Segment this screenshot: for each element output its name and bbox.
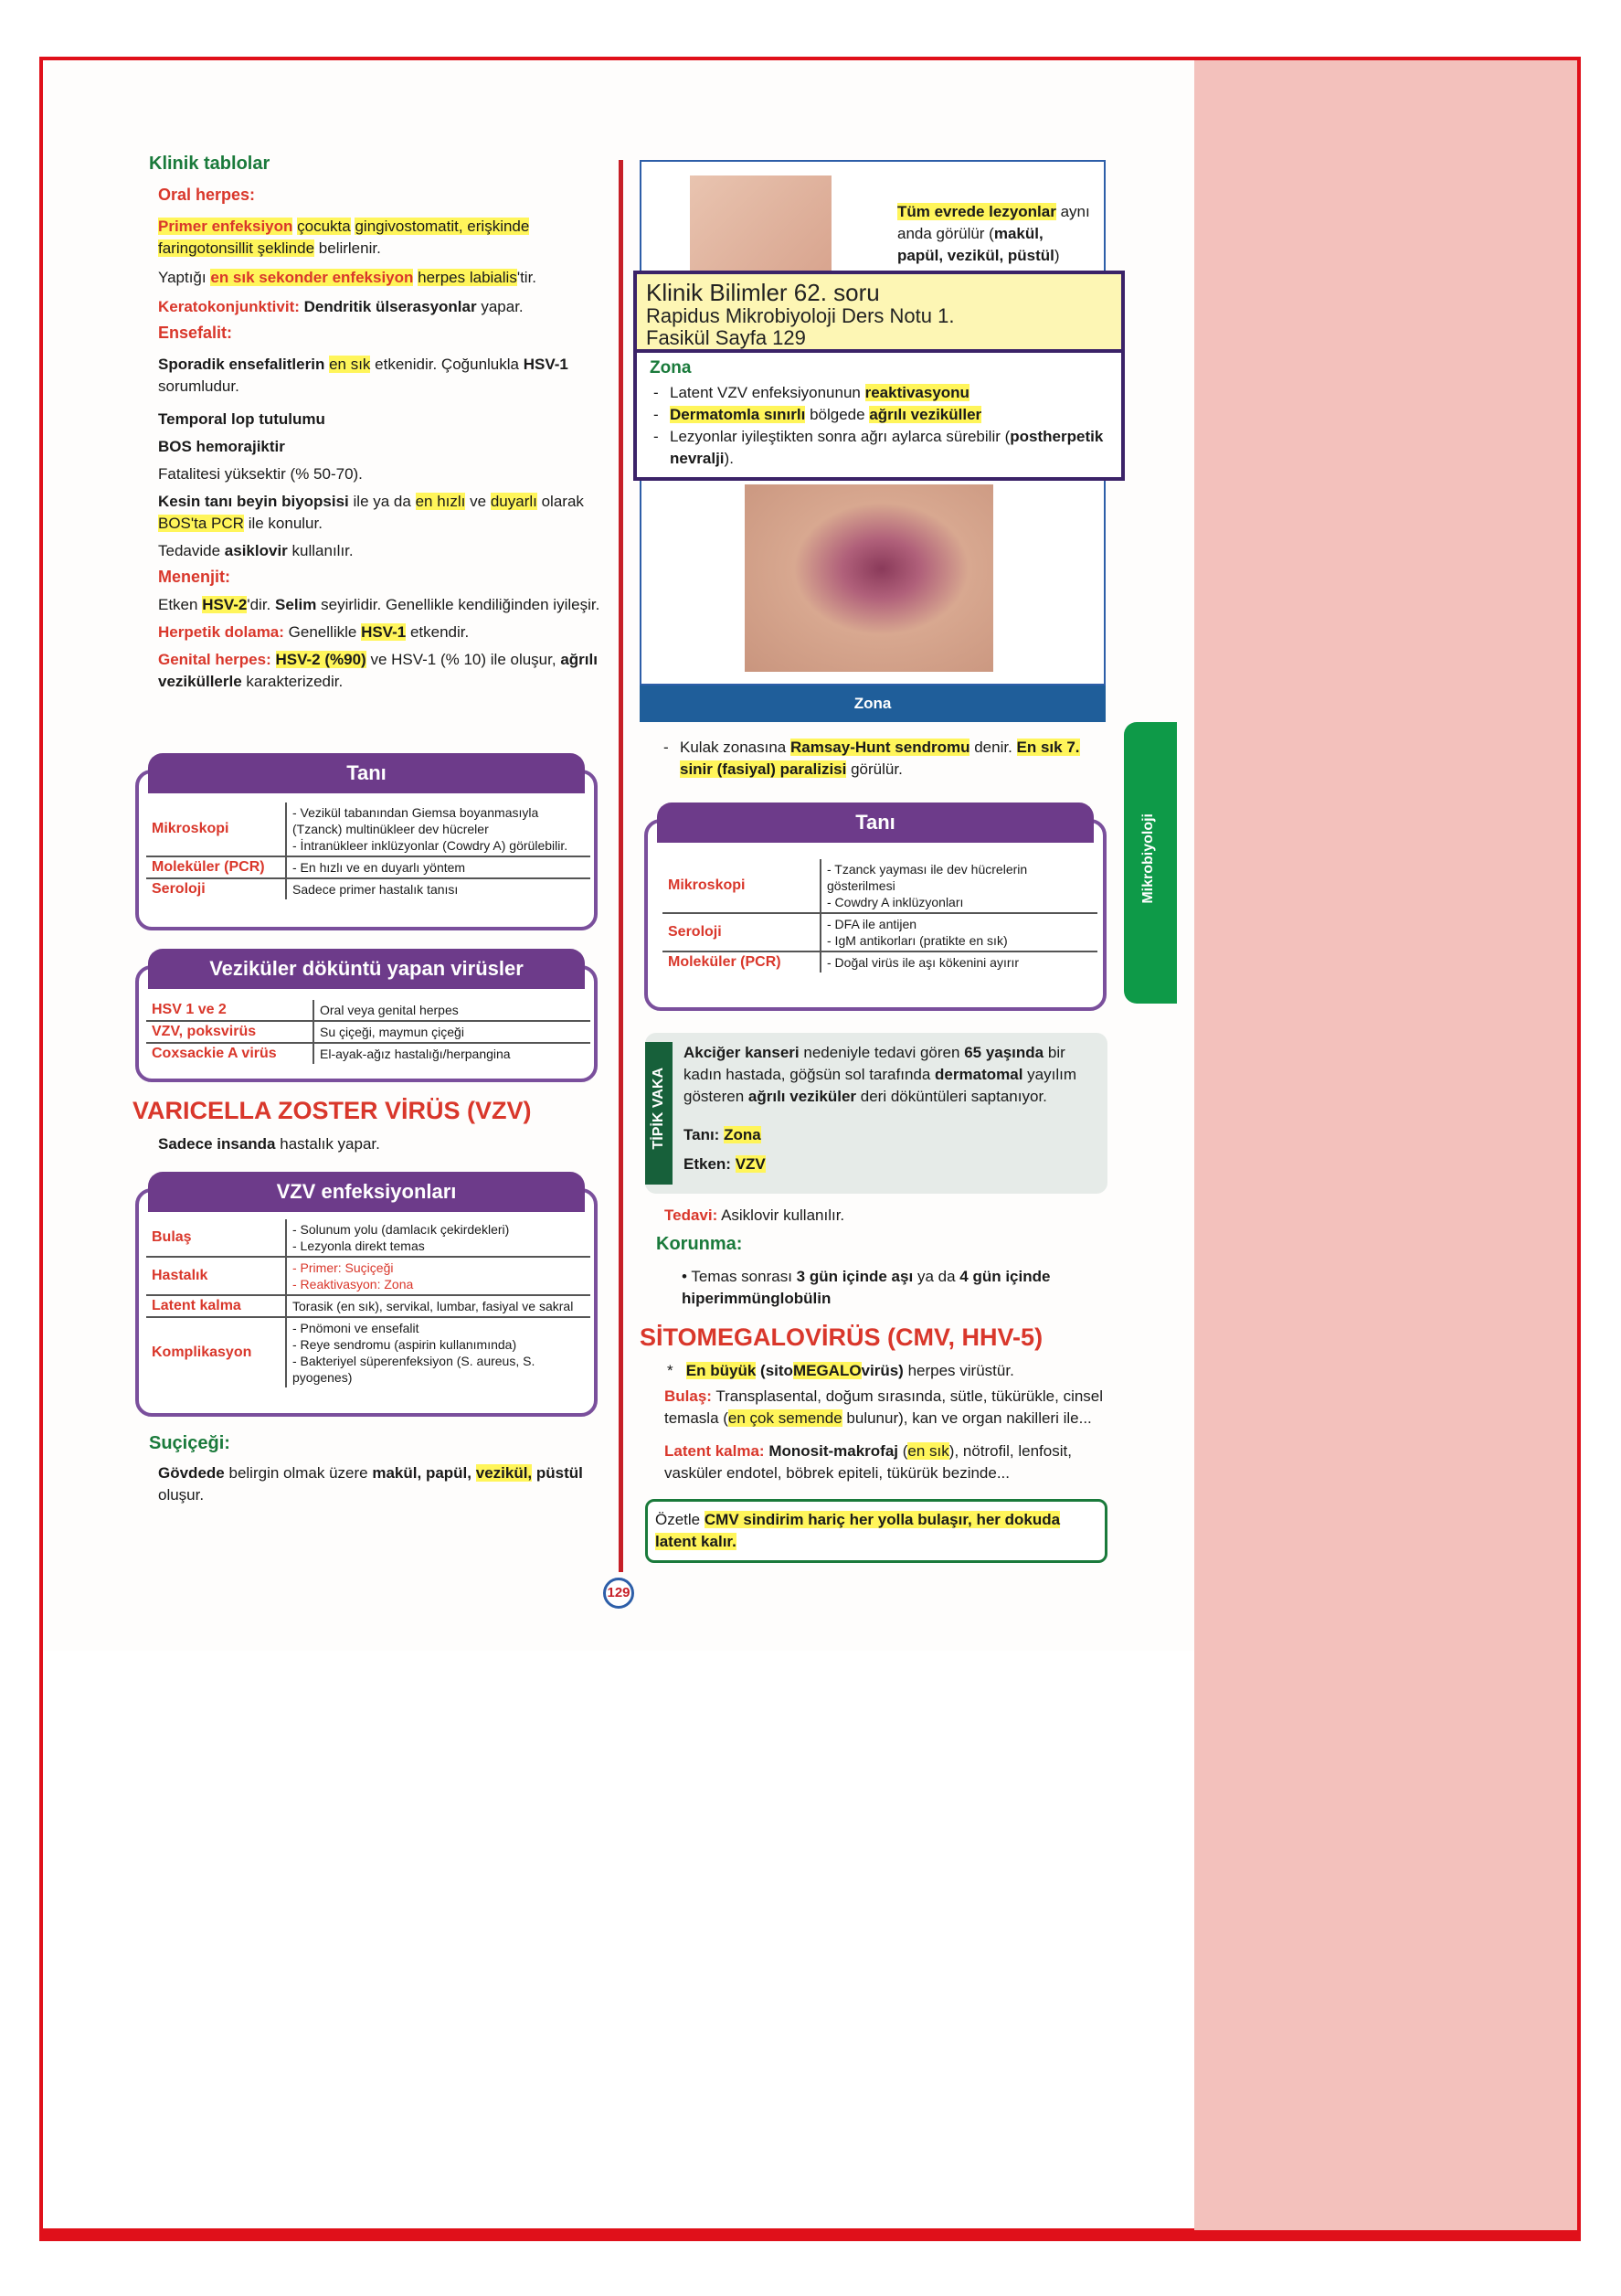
case-tani: Tanı: Zona	[683, 1126, 761, 1143]
mikrobiyoloji-label: Mikrobiyoloji	[1140, 813, 1156, 904]
table-row: VZV, poksvirüs Su çiçeği, maymun çiçeği	[146, 1021, 590, 1043]
tipik-vaka-box	[645, 1033, 1107, 1194]
case-text: Akciğer kanseri nedeniyle tedavi gören 65 yaşında bir kadın hastada, göğsün sol tarafında dermatomal yayılım gösteren ağrılı veziküler deri döküntüleri saptanıyor.	[683, 1044, 1076, 1105]
temporal-lop: Temporal lop tutulumu	[158, 410, 325, 428]
fatalite: Fatalitesi yüksektir (% 50-70).	[158, 465, 363, 483]
kulak-zonasi	[660, 737, 1107, 781]
ensefalit-p1: Sporadik ensefalitlerin en sık etkenidir. Çoğunlukla HSV-1 sorumludur.	[158, 356, 568, 395]
table-row: Mikroskopi - Tzanck yayması ile dev hücrelerin gösterilmesi - Cowdry A inklüzyonları	[662, 859, 1097, 913]
menenjit-p: Etken HSV-2'dir. Selim seyirlidir. Genellikle kendiliğinden iyileşir.	[158, 596, 600, 613]
list-item: - Lezyonlar iyileştikten sonra ağrı aylarca sürebilir (postherpetik nevralji).	[650, 426, 1108, 470]
tipik-vaka-tag: TİPİK VAKA	[645, 1042, 673, 1185]
oral-herpes-p2: Yaptığı en sık sekonder enfeksiyon herpes labialis'tir.	[158, 269, 537, 286]
vzv-tani-title: Tanı	[657, 803, 1094, 843]
column-divider	[619, 160, 623, 1572]
vezikuler-box	[135, 957, 598, 1082]
zona-caption: Zona	[640, 686, 1106, 722]
tedavi-line: Tedavi: Asiklovir kullanılır.	[664, 1206, 845, 1224]
left-column	[149, 154, 601, 693]
ozet-box	[645, 1499, 1107, 1563]
table-row: Komplikasyon - Pnömoni ve ensefalit - Reye sendromu (aspirin kullanımında) - Bakteriyel süperenfeksiyon (S. aureus, S. pyogenes)	[146, 1317, 590, 1387]
reference-overlay	[633, 271, 1125, 481]
hsv-tani-box	[135, 761, 598, 930]
tedavi-asiklovir: Tedavide asiklovir kullanılır.	[158, 542, 354, 559]
vzv-heading: VARICELLA ZOSTER VİRÜS (VZV)	[132, 1097, 532, 1124]
table-row: Moleküler (PCR) - En hızlı ve en duyarlı yöntem	[146, 856, 590, 878]
vzv-tani-box	[644, 811, 1107, 1011]
hsv-tani-table	[146, 803, 590, 899]
sucicegi-photo	[690, 175, 832, 276]
menenjit-title: Menenjit:	[158, 568, 230, 586]
vzv-enfeksiyon-box	[135, 1180, 598, 1417]
table-row: Hastalık - Primer: Suçiçeği - Reaktivasyon: Zona	[146, 1257, 590, 1295]
ozet-text: Özetle CMV sindirim hariç her yolla bulaşır, her dokuda latent kalır.	[655, 1511, 1061, 1550]
table-row: Seroloji - DFA ile antijen - IgM antikorları (pratikte en sık)	[662, 913, 1097, 951]
table-row: Moleküler (PCR) - Doğal virüs ile aşı kökenini ayırır	[662, 951, 1097, 973]
vzv-enfeksiyon-table	[146, 1219, 590, 1387]
table-row: HSV 1 ve 2 Oral veya genital herpes	[146, 1000, 590, 1021]
mikrobiyoloji-tab[interactable]	[1124, 722, 1177, 1004]
bos-hemorajik: BOS hemorajiktir	[158, 438, 285, 455]
ensefalit-title: Ensefalit:	[158, 324, 233, 342]
zona-title: Zona	[650, 358, 692, 377]
list-item: - Dermatomla sınırlı bölgede ağrılı veziküller	[650, 404, 1108, 426]
reference-label: Klinik Bilimler 62. soru Rapidus Mikrobiyoloji Ders Notu 1. Fasikül Sayfa 129	[637, 274, 1121, 353]
hsv-tani-title: Tanı	[148, 753, 585, 793]
oral-herpes-p1: Primer enfeksiyon çocukta gingivostomatit, erişkinde faringotonsillit şeklinde belirlenir.	[158, 218, 530, 257]
right-margin-panel	[1194, 60, 1577, 2230]
sucicegi-title: Suçiçeği:	[149, 1433, 230, 1453]
tum-evre-text: Tüm evrede lezyonlar aynı anda görülür (makül, papül, vezikül, püstül)	[897, 203, 1090, 264]
case-etken: Etken: VZV	[683, 1155, 766, 1173]
table-row: Latent kalma Torasik (en sık), servikal, lumbar, fasiyal ve sakral	[146, 1295, 590, 1317]
vzv-tani-table	[662, 859, 1097, 973]
table-row: Seroloji Sadece primer hastalık tanısı	[146, 878, 590, 899]
cmv-bulas: Bulaş: Transplasental, doğum sırasında, sütle, tükürükle, cinsel temasla (en çok semende bulunur), kan ve organ nakilleri ile...	[664, 1387, 1104, 1427]
zona-photo	[745, 484, 993, 672]
vezikuler-title: Veziküler döküntü yapan virüsler	[148, 949, 585, 989]
keratokonjunktivit: Keratokonjunktivit: Dendritik ülserasyonlar yapar.	[158, 298, 524, 315]
vzv-subtitle: Sadece insanda hastalık yapar.	[158, 1135, 380, 1153]
kesin-tani: Kesin tanı beyin biyopsisi ile ya da en hızlı ve duyarlı olarak BOS'ta PCR ile konulur.	[158, 493, 584, 532]
cmv-line1: * En büyük (sitoMEGALOvirüs) herpes virüstür.	[667, 1362, 1014, 1379]
vezikuler-table	[146, 1000, 590, 1064]
table-row: Bulaş - Solunum yolu (damlacık çekirdekleri) - Lezyonla direkt temas	[146, 1219, 590, 1257]
zona-list	[650, 382, 1108, 470]
herpetik-dolama: Herpetik dolama: Genellikle HSV-1 etkendir.	[158, 623, 470, 641]
genital-herpes: Genital herpes: HSV-2 (%90) ve HSV-1 (% 10) ile oluşur, ağrılı veziküllerle karakterizedir.	[158, 651, 598, 690]
cmv-latent: Latent kalma: Monosit-makrofaj (en sık), nötrofil, lenfosit, vasküler endotel, böbrek epiteli, tükürük bezinde...	[664, 1442, 1072, 1482]
section-title: Klinik tablolar	[149, 154, 270, 174]
cmv-heading: SİTOMEGALOVİRÜS (CMV, HHV-5)	[640, 1323, 1044, 1351]
table-row: Coxsackie A virüs El-ayak-ağız hastalığı/herpangina	[146, 1043, 590, 1064]
page-number: 129	[603, 1578, 634, 1609]
korunma-text: • Temas sonrası 3 gün içinde aşı ya da 4 gün içinde hiperimmünglobülin	[682, 1268, 1051, 1307]
list-item: - Kulak zonasına Ramsay-Hunt sendromu denir. En sık 7. sinir (fasiyal) paralizisi görülür.	[660, 737, 1107, 781]
korunma-title: Korunma:	[656, 1234, 743, 1254]
vzv-enfeksiyon-title: VZV enfeksiyonları	[148, 1172, 585, 1212]
table-row: Mikroskopi - Vezikül tabanından Giemsa boyanmasıyla (Tzanck) multinükleer dev hücreler - İntranükleer inklüzyonlar (Cowdry A) görülebilir.	[146, 803, 590, 856]
oral-herpes-title: Oral herpes:	[158, 186, 256, 204]
list-item: - Latent VZV enfeksiyonunun reaktivasyonu	[650, 382, 1108, 404]
sucicegi-text: Gövdede belirgin olmak üzere makül, papül, vezikül, püstül oluşur.	[158, 1464, 583, 1504]
